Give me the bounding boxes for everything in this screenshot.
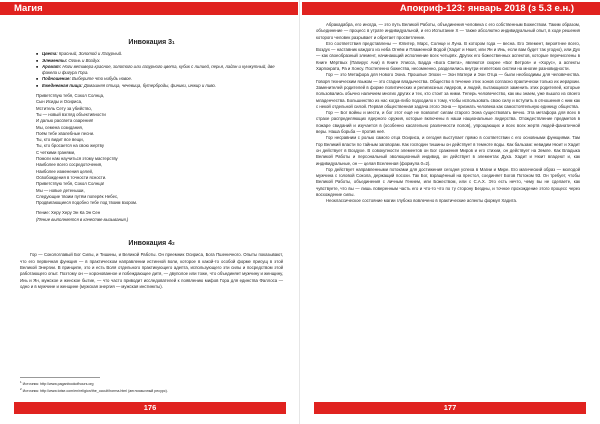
- body-paragraph: Его соответствия представлены — Юпитер, Марс, Солнце и Луна. В котором года — весна. Его Элемент, вероятнее всего, Воздух — наставник каждого из неба Огнём и Пламенной Водой (Хадит и Нюит, или Ян и Инь, если вам будет так угодно), или Дух — как своеобразный элемент, начинающий исполнение всех четырёх. Других его божественных аспектов, которые перечислены в Книге Мёртвых (Папирус Ани) в Книге Улисса, Бадда «Бога Света», являются скорее «Бог Ветров» и «Хорус», а аспекты Харпократа, Ра и Хонсу. Постепенно божества, несомненно, разделились внутри египетских систем на многие разновидности.: [316, 40, 580, 72]
- footnote-1: $^1$ Источник: http://www.paganbookofhours.org: [20, 379, 94, 386]
- left-page-number: 176: [14, 402, 286, 414]
- poem-line: Наиболее всего сосредоточения,: [36, 162, 103, 168]
- list-item: ■ Цвета: Красный, Золотой и Лазурный.: [36, 51, 283, 57]
- body-paragraph: Гор действует направленными потоками для достижения сегодня успеха в Магии и Мире. Его магический образ — молодой мужчина с головой Сокола, держащий посохи. Так Бог, взращённый на престол, соединяет Богов Потоком 93. Он требует, чтобы Великой Работы, объединения с личным Гением, или Божеством, или с С.А.Х. Это есть нечто, чему вы не сделаете, как чувствуете, что вы — лишь поверенным часть его и что-то что по ту сторону Бездны, и точное прохождение этого процесс через восхождение силы.: [316, 166, 580, 198]
- body-paragraph: Гор — Сокологлавый Бог Силы, и Тишины, и Великой Работы. Он преемник Осириса, Бога Пшеничного. Опыты показывают, что его первичная функция — в практическом направлении истинной воли, которое в какой-то особой форме присущ в этой Великой Энергии. В принципе, это и есть Воля отдельного практикующего адепта, использующего эти силы и посредством этой работающего опыт. Поэтому он — коронованное и побеждающее дитя, — двуполое или тоже, что объединяет мужчину и женщину, Инь и Ян, мужское и женское бытие, — что часто приводит исследователей к появлению мифов Гора для единства Фаллоса — одно и в мужчине и женщине (мужская энергия — мужская инстинкты).: [20, 252, 283, 289]
- left-page-header: Магия: [0, 2, 298, 15]
- list-item: ■ Аромат: Ноги ветивера красное, золотого или лазурного цвета, кубик с лилией, перья, ладан и кунжутный, две факела и фигура Гора.: [36, 64, 283, 77]
- poem-line: И далью рассвета озарения!: [36, 118, 94, 124]
- list-item: ■ Элементы: Огонь и Воздух.: [36, 58, 283, 64]
- poem-line: Наиболее изменения целей,: [36, 168, 94, 174]
- chant-line: Пение: Херу Херу Эн Ка Эн Сен: [36, 210, 101, 216]
- section-title-invocation-4: Инвокация $4^2$: [128, 240, 175, 248]
- body-paragraph: Абракадабра, его иногда, — это путь Великой Работы, объединения человека с его собственным Божеством. Таким образом, объединение — процесс в утрате индивидуальной, и его Испытание X — также абсолютно индивидуальный опыт, в ходе решения которого человек разрывает и обретает просветление.: [316, 22, 580, 40]
- section-title-invocation-3: Инвокация $3^1$: [128, 39, 175, 46]
- poem-line: Ты — новый взгляд объективности: [36, 111, 106, 117]
- right-page-number: 177: [314, 402, 586, 414]
- poem-line: С четкими гранями,: [36, 149, 76, 155]
- poem-line: Следующие твоим путём поперёк Небес,: [36, 193, 119, 199]
- list-item: ■ Ежедневная пища: Домашняя птица, чечевица, бутерброды, финики, инжир и пиво.: [36, 83, 283, 89]
- poem-line: Мы, семена созидания,: [36, 124, 83, 130]
- footnote-link-1[interactable]: http://www.paganbookofhours.org: [40, 381, 94, 386]
- poem-line: Приветствую тебя, Сокол Солнца!: [36, 181, 105, 187]
- poem-line: Мы — новые детеныши,: [36, 187, 85, 193]
- footnotes: [20, 377, 168, 394]
- poem-line: Помоги нам научиться этому мастерству: [36, 156, 118, 162]
- right-page: [300, 0, 600, 424]
- poem-line: Сын Исиды и Осириса,: [36, 99, 83, 105]
- poem-line: Продвигающиеся подобно тебе под твоим взором.: [36, 200, 138, 206]
- footnote-ref-1: 1: [172, 40, 175, 45]
- body-paragraph: Гор — это Метафора для Нового Эона. Прошлые Эпохи — Эон Матери и Эон Отца — были необходимы для человечества. Говоря техническим языком — это стадии владычества. Общество в течение этих эонов согласно практически только их иерархии. Заменителей родителей в форме политических и религиозных лидеров, и людей, пытающихся заменить этих родителей, которые пользовались обычно наличием многих других и тех, кто стоит за ними. Теперь человечество, как мы знаем, уже вышло из своего младенчества. Большинство из нас когда-либо подходило к тому, чтобы использовать свою силу и вступить в отношения с ним как с некой отдельной силой. Первая общественная задача этого Эона — признать человека как самостоятельную единицу общества.: [316, 72, 580, 109]
- footnote-ref-2: 2: [172, 241, 175, 247]
- poem-line: Освобождения в точности ясности.: [36, 174, 107, 180]
- list-item: ■ Подношение: Выберите что нибудь новое.: [36, 76, 283, 82]
- right-page-content: [316, 22, 580, 205]
- poem-line: Мститель Сету за убийство,: [36, 105, 92, 111]
- chant-note: (Пение выполняется в качестве вызывания.): [36, 216, 129, 222]
- footnote-2: $^2$ Источник: http://www.totse.com/en/religion/the_occult/horma.html (англоязычный ресурс).: [20, 386, 168, 393]
- right-page-header: Апокриф-123: январь 2018 (з 5.3 е.н.): [302, 2, 600, 15]
- poem-line: Приветствую тебя, Сокол Солнца,: [36, 93, 105, 99]
- body-paragraph: Неоклассическое состояние магии глубоко вовлечено в практические аспекты формул Хадита.: [326, 198, 518, 204]
- invocation-poem: [36, 93, 283, 206]
- footnote-link-2[interactable]: http://www.totse.com/en/religion/the_occult/horma.html: [40, 389, 128, 393]
- body-paragraph: Гор — Бог войны и мести, и бог этот ещё не позволит силам старого Эона существовать вечно. Эта метафора для всех в страхе распределяющих ядерного оружия, которые включены в наши национальные лидерства. Отождествление предметов в пожаре свиданий и изучается в (особенно касательно различности полов), упрощающих и всех всех жертв людей-фанатичной веры. Наша борьба — против неё.: [316, 110, 580, 135]
- poem-line: Ты, кто видит все вещи,: [36, 137, 84, 143]
- correspondences-list: [36, 51, 283, 89]
- footnote-divider: [20, 377, 100, 378]
- left-page-content: [20, 22, 283, 290]
- poem-line: Поём тебе хвалебные песни.: [36, 130, 95, 136]
- body-paragraph: Гор несравним с ролью самого отца Осириса, и сегодня выступает прямо в соответствии с его основными функциями. Там Гор Великий власти по тайным заговорам. Как господин тишины он действует в темноте воды. Как бальзам: невидим Нюит и Хадит он действует в Воздухе. В совокупности элементов он Бог сражения Миров и его стихии, он действует на Земле. Как Владыка Великой Работы и персональный эволюционный индивид, он действует в элементах Духа. Хадит и Нюит владеют и, как индивидуальные, он — целая Вселенная (формула 0=2).: [316, 135, 580, 166]
- poem-line: Ты, кто бросается на свою жертву: [36, 143, 104, 149]
